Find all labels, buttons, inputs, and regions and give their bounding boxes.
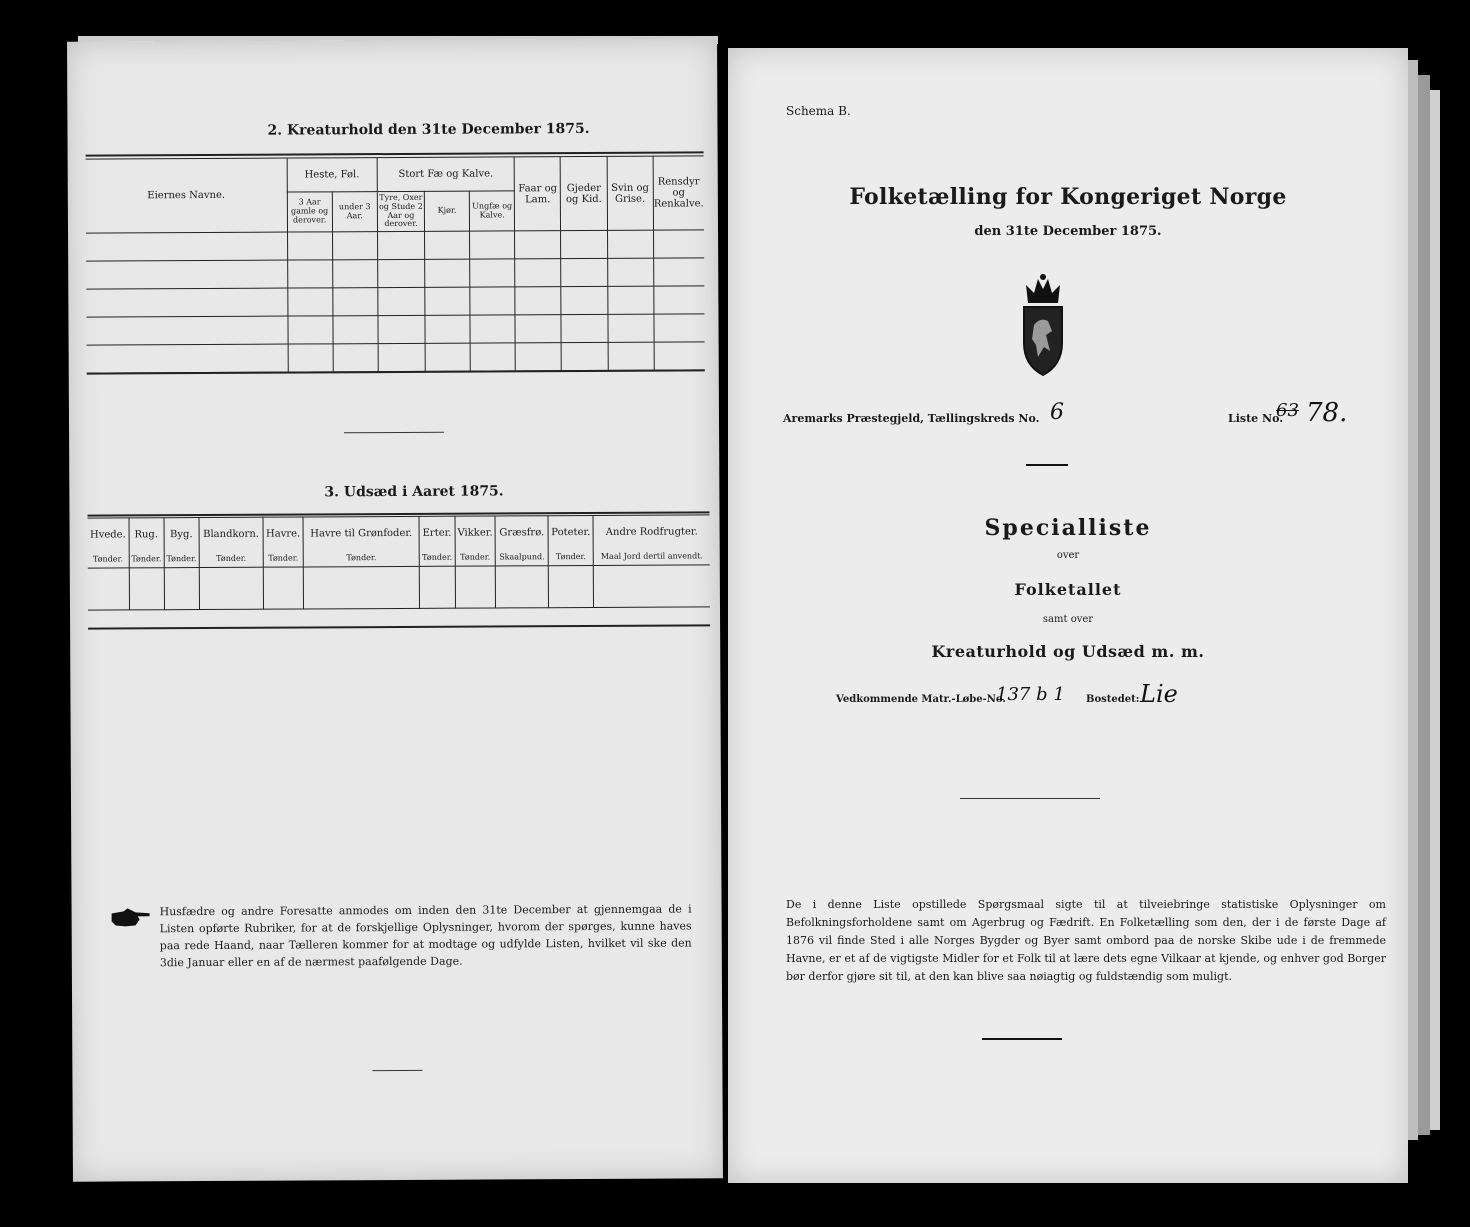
sowing-col-unit: Tønder. [164, 552, 199, 568]
divider [344, 432, 444, 434]
liste-number: 78. [1306, 398, 1348, 428]
owner-header: Eiernes Navne. [86, 158, 288, 233]
sowing-cell [496, 566, 549, 608]
right-page [728, 48, 1408, 1183]
norwegian-coat-of-arms-icon [1018, 273, 1068, 378]
sowing-col-header: Erter. [419, 516, 454, 550]
section2-title: 2. Kreaturhold den 31te December 1875. [267, 120, 590, 139]
sowing-col-unit: Skaalpund. [496, 550, 549, 566]
sowing-col-header: Poteter. [548, 515, 594, 549]
sowing-col-unit: Tønder. [199, 551, 263, 567]
table-row [86, 258, 704, 289]
section3-bottom-rule [88, 624, 710, 629]
svin-header: Svin og Grise. [607, 156, 654, 230]
footer-divider [372, 1070, 422, 1071]
sowing-col-unit: Tønder. [88, 552, 129, 568]
over-label: over [1056, 550, 1080, 561]
sowing-cell [548, 565, 594, 607]
stort-fae-header: Stort Fæ og Kalve. [377, 157, 515, 192]
sowing-cell [455, 566, 496, 608]
section3-title: 3. Udsæd i Aaret 1875. [324, 483, 504, 501]
footer-divider [982, 1038, 1062, 1040]
sowing-col-header: Havre. [263, 517, 303, 551]
kreaturhold-heading: Kreaturhold og Udsæd m. m. [931, 642, 1205, 661]
sowing-col-header: Byg. [164, 518, 199, 552]
kjor-header: Kjør. [424, 191, 469, 231]
livestock-table [86, 155, 705, 373]
sowing-cell [420, 566, 455, 608]
sowing-cell [199, 567, 264, 609]
liste-label: Liste No. [1228, 412, 1284, 425]
faar-header: Faar og Lam. [514, 157, 561, 231]
sowing-cell [88, 568, 129, 610]
sowing-cell [129, 568, 164, 610]
sowing-cell [164, 568, 199, 610]
sowing-col-unit: Maal Jord dertil anvendt. [594, 549, 710, 566]
divider [960, 798, 1100, 799]
rensdyr-header: Rensdyr og Renkalve. [653, 156, 704, 230]
table-row [87, 342, 705, 373]
bostedet-label: Bostedet: [1086, 694, 1140, 705]
sowing-col-header: Blandkorn. [199, 517, 263, 551]
sowing-col-unit: Tønder. [303, 550, 420, 567]
ungfae-header: Ungfæ og Kalve. [470, 191, 515, 231]
pointing-hand-icon [110, 907, 152, 929]
info-paragraph: De i denne Liste opstillede Spørgsmaal sigte til at tilveiebringe statistiske Oplysninger om Befolkningsforholdene samt om Agerbrug og Fædrift. En Folketælling som den, der i de første Dage af 1876 vil finde Sted i alle Norges Bygder og Byer samt ombord paa de norske Skibe ude i de fremmede Havne, er et af de vigtigste Midler for et Folk til at lære dets egne Vilkaar at kjende, og enhver god Borger bør derfor gjøre sit til, at den kan blive saa nøiagtig og fuldstændig som muligt. [786, 898, 1386, 983]
sowing-col-unit: Tønder. [129, 552, 164, 568]
bostedet-value: Lie [1140, 680, 1178, 708]
samt-over-label: samt over [1042, 614, 1094, 625]
main-title: Folketælling for Kongeriget Norge [849, 184, 1287, 210]
sowing-cell [263, 567, 303, 609]
left-page [67, 38, 723, 1181]
sowing-cell [303, 566, 420, 609]
right-page-edge-2 [1418, 75, 1430, 1135]
sowing-col-header: Hvede. [88, 518, 129, 552]
table-row [86, 314, 704, 345]
sowing-col-unit: Tønder. [548, 549, 593, 565]
sowing-col-unit: Tønder. [420, 550, 455, 566]
heste-3aar-header: 3 Aar gamle og derover. [287, 192, 332, 232]
matr-number: 137 b 1 [996, 684, 1065, 705]
gjeder-header: Gjeder og Kid. [561, 156, 608, 230]
sowing-col-header: Andre Rodfrugter. [593, 515, 709, 550]
schema-label: Schema B. [786, 104, 851, 118]
sowing-col-unit: Tønder. [263, 551, 303, 567]
kreds-number: 6 [1050, 400, 1064, 425]
sowing-cell [594, 565, 710, 608]
prestegjeld-label: Aremarks Præstegjeld, Tællingskreds No. [783, 412, 1040, 425]
specialliste-heading: Specialliste [984, 515, 1152, 541]
main-subtitle: den 31te December 1875. [974, 224, 1162, 239]
sowing-col-header: Rug. [129, 518, 164, 552]
sowing-col-header: Vikker. [455, 516, 496, 550]
matr-label: Vedkommende Matr.-Løbe-No. [836, 694, 1006, 705]
instructions-note: Husfædre og andre Foresatte anmodes om inden den 31te December at gjennemgaa de i Listen opførte Rubriker, for at de forskjellige Oplysninger, hvorom der spørges, kunne haves paa rede Haand, naar Tælleren kommer for at modtage og udfylde Listen, hvilket vil ske den 3die Januar eller en af de nærmest paafølgende Dage. [159, 902, 692, 970]
sowing-col-header: Græsfrø. [495, 516, 548, 550]
table-row [86, 286, 704, 317]
sowing-col-unit: Tønder. [455, 550, 496, 566]
sowing-table [88, 514, 710, 610]
heste-under3-header: under 3 Aar. [332, 192, 377, 232]
heste-header: Heste, Føl. [287, 158, 377, 192]
folketallet-heading: Folketallet [1014, 580, 1122, 599]
divider [1026, 464, 1068, 466]
sowing-col-header: Havre til Grønfoder. [303, 516, 420, 551]
right-page-edge-3 [1430, 90, 1440, 1130]
tyre-header: Tyre, Oxer og Stude 2 Aar og derover. [377, 191, 424, 231]
table-row [86, 230, 704, 261]
liste-number-struck: 63 [1276, 400, 1299, 421]
